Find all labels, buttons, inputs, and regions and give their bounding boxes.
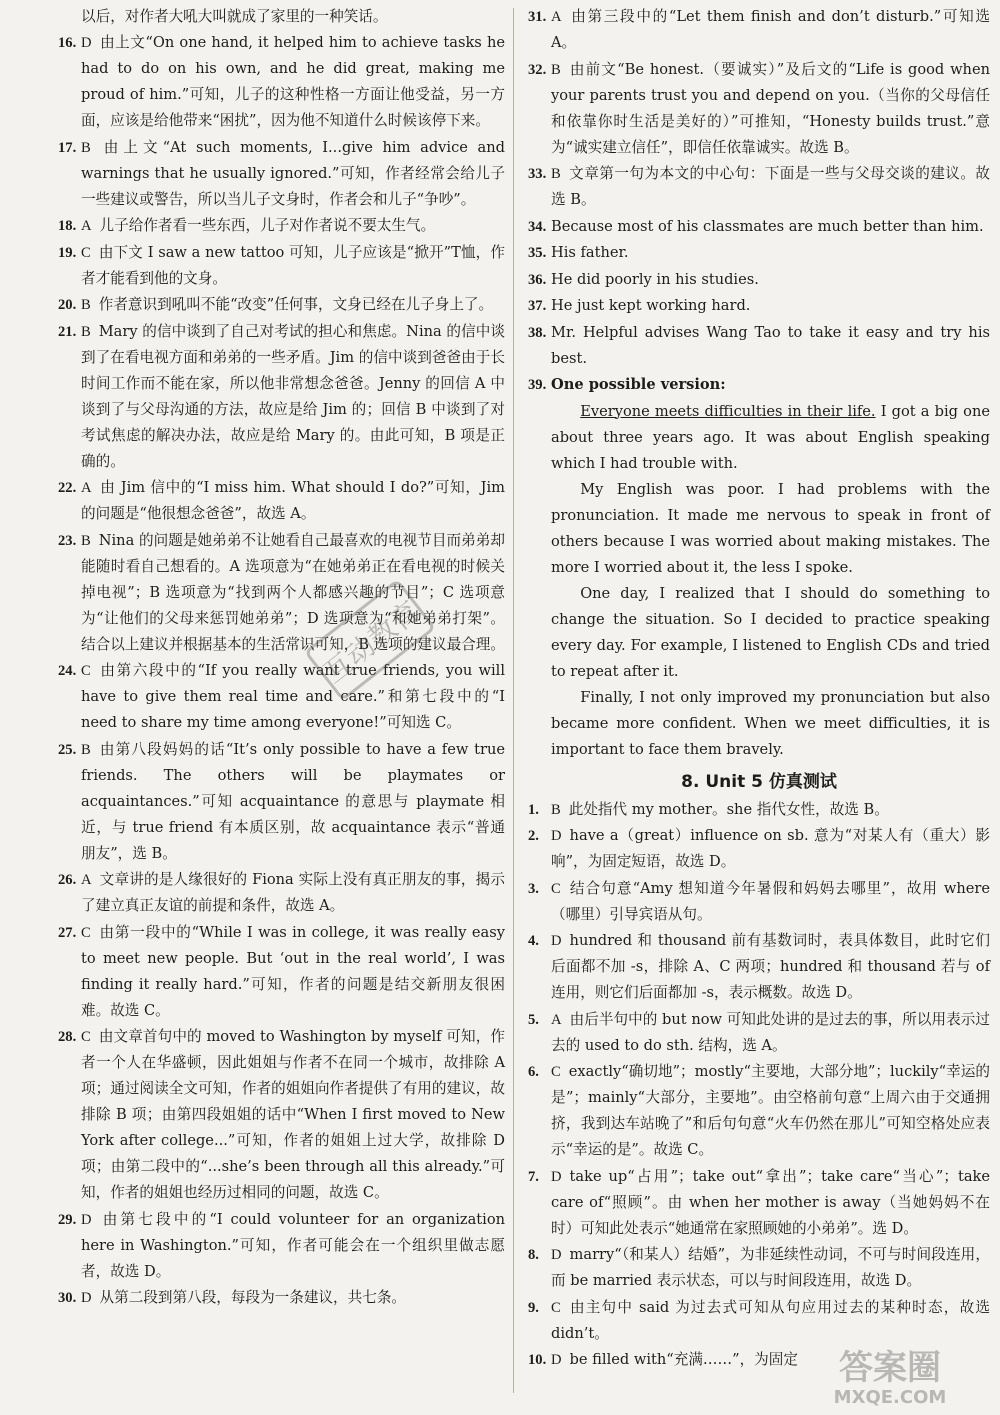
answer-item	[528, 1007, 990, 1059]
answer-item	[528, 928, 990, 1006]
item-number: 39.	[528, 377, 547, 393]
explanation-text: 由上文“On one hand, it helped him to achieve tasks he had to do on his own, and he did great, making me proud of him.”可知，儿子的这种性格一方面让他受益，另一方面，应该是给他带来“困扰”，因为他不知道什么时候该停下来。	[81, 34, 505, 129]
answer-item	[528, 320, 990, 372]
explanation-text: 由第七段中的“I could volunteer for an organization here in Washington.”可知，作者可能会在一个组织里做志愿者，故选 D。	[81, 1210, 505, 1280]
answer-item	[528, 1059, 990, 1163]
answer-item	[528, 1164, 990, 1242]
explanation-text: 由主句中 said 为过去式可知从句应用过去的某种时态，故选 didn’t。	[551, 1298, 990, 1342]
explanation-text: 结合句意“Amy 想知道今年暑假和妈妈去哪里”，故用 where（哪里）引导宾语从句。	[551, 879, 990, 923]
answer-option: C	[551, 1064, 561, 1080]
explanation-text: have a（great）influence on sb. 意为“对某人有（重大）影响”，为固定短语，故选 D。	[551, 827, 990, 870]
explanation-text: 儿子给作者看一些东西，儿子对作者说不要太生气。	[99, 217, 436, 234]
item-number: 7.	[528, 1168, 539, 1185]
answer-option: A	[81, 872, 92, 888]
explanation-text: 作者意识到吼叫不能“改变”任何事，文身已经在儿子身上了。	[98, 296, 494, 313]
item-number: 34.	[528, 218, 547, 235]
answer-item	[528, 823, 990, 875]
item-number: 10.	[528, 1352, 547, 1368]
answer-option: B	[81, 323, 91, 340]
answer-option: D	[551, 933, 562, 949]
item-number: 24.	[58, 663, 77, 679]
answer-item	[528, 240, 990, 266]
answer-option: C	[551, 1299, 561, 1316]
item-number: 16.	[58, 35, 77, 51]
item-number: 23.	[58, 532, 77, 549]
item-number: 22.	[58, 480, 77, 496]
answer-item	[528, 4, 990, 56]
item-number: 25.	[58, 741, 77, 758]
answer-option: A	[551, 9, 562, 25]
item-number: 38.	[528, 324, 547, 341]
explanation-text: hundred 和 thousand 前有基数词时，表具体数目，此时它们后面都不加 -s，排除 A、C 两项；hundred 和 thousand 若与 of 连用，则它们后面都加 -s，表示概数。故选 D。	[551, 932, 990, 1001]
item-number: 18.	[58, 218, 77, 234]
item-number: 2.	[528, 828, 539, 844]
answer-option: C	[81, 244, 91, 261]
explanation-text: 由 Jim 信中的“I miss him. What should I do?”可知，Jim 的问题是“他很想念爸爸”，故选 A。	[81, 479, 505, 522]
explanation-text: 由前文“Be honest.（要诚实）”及后文的“Life is good when your parents trust you and depend on you.（当你的父母信任和依靠你时生活是美好的）”可推知，“Honesty builds trust.”意为“诚实建立信任”，即信任依靠诚实。故选 B。	[551, 60, 990, 156]
section-title: 8. Unit 5 仿真测试	[681, 771, 837, 792]
essay-topic-sentence: Everyone meets difficulties in their life.	[580, 402, 876, 420]
explanation-text: He just kept working hard.	[551, 297, 751, 314]
answer-option: B	[81, 139, 91, 156]
item-number: 30.	[58, 1290, 77, 1306]
answer-item	[528, 1242, 990, 1294]
essay-heading: One possible version:	[551, 376, 726, 393]
answer-item	[58, 319, 505, 475]
answer-option: B	[81, 532, 91, 549]
explanation-text: Nina 的问题是她弟弟不让她看自己最喜欢的电视节目而弟弟却能随时看自己想看的。A 选项意为“在她弟弟正在看电视的时候关掉电视”；B 选项意为“找到两个人都感兴趣的节目”；C 选项意为“让他们的父母来惩罚她弟弟”；D 选项意为“和她弟弟打架”。结合以上建议并根据基本的生活常识可知，B 选项的建议最合理。	[81, 531, 505, 653]
answer-option: D	[551, 1247, 562, 1263]
explanation-text: Mr. Helpful advises Wang Tao to take it easy and try his best.	[551, 323, 990, 367]
answer-option: B	[551, 61, 561, 78]
explanation-text: 文章第一句为本文的中心句：下面是一些与父母交谈的建议。故选 B。	[551, 165, 990, 208]
essay-paragraph	[528, 399, 990, 477]
item-number: 36.	[528, 271, 547, 288]
answer-item	[58, 292, 505, 318]
item-number: 29.	[58, 1211, 77, 1228]
answer-option: A	[551, 1011, 562, 1028]
item-number: 21.	[58, 323, 77, 340]
answer-item	[528, 267, 990, 293]
essay-paragraph: My English was poor. I had problems with the pronunciation. It made me nervous to speak in front of others because I was worried about making mistakes. The more I worried about it, the less I spoke.	[551, 480, 990, 576]
essay-item	[528, 372, 990, 398]
answer-item	[528, 57, 990, 161]
explanation-text: 由第三段中的“Let them finish and don’t disturb.”可知选 A。	[551, 8, 990, 51]
answer-item	[58, 1285, 505, 1311]
answer-item	[58, 240, 505, 292]
answer-item	[58, 30, 505, 134]
publisher-stamp	[290, 560, 450, 720]
answer-item	[58, 135, 505, 213]
answer-item	[528, 293, 990, 319]
answer-item	[58, 1207, 505, 1285]
explanation-text: take up“占用”；take out“拿出”；take care“当心”；take care of“照顾”。由 when her mother is away（当她妈妈不在时）可知此处表示“她通常在家照顾她的小弟弟”。选 D。	[551, 1167, 990, 1237]
explanation-text: 由下文 I saw a new tattoo 可知，儿子应该是“掀开”T恤，作者才能看到他的文身。	[81, 243, 505, 287]
answer-option: D	[81, 35, 92, 51]
watermark-line2: MXQE.COM	[833, 1387, 947, 1408]
item-number: 26.	[58, 872, 77, 888]
answer-item	[528, 161, 990, 213]
right-column	[528, 4, 990, 1374]
site-watermark	[790, 1339, 990, 1409]
explanation-text: Mary 的信中谈到了自己对考试的担心和焦虑。Nina 的信中谈到了在看电视方面和弟弟的一些矛盾。Jim 的信中谈到爸爸由于长时间工作而不能在家，所以他非常想念爸爸。Jenny 的回信 A 中谈到了与父母沟通的方法，故应是给 Jim 的；回信 B 中谈到了对考试焦虑的解决办法，故应是给 Mary 的。由此可知，B 项是正确的。	[81, 322, 505, 470]
item-number: 9.	[528, 1299, 539, 1316]
item-number: 27.	[58, 924, 77, 941]
answer-option: B	[551, 801, 561, 818]
item-number: 4.	[528, 933, 539, 949]
item-number: 32.	[528, 61, 547, 78]
answer-option: D	[551, 828, 562, 844]
answer-item	[58, 213, 505, 239]
item-number: 6.	[528, 1064, 539, 1080]
item-number: 33.	[528, 166, 547, 182]
explanation-text: exactly“确切地”；mostly“主要地，大部分地”；luckily“幸运的是”；mainly“大部分，主要地”。由空格前句意“上周六由于交通拥挤，我到达车站晚了”和后句句意“火车仍然在那儿”可知空格处应表示“幸运的是”。故选 C。	[551, 1063, 990, 1158]
answer-item	[528, 876, 990, 928]
item-number: 8.	[528, 1247, 539, 1263]
answer-option: D	[81, 1290, 92, 1306]
explanation-text: marry“（和某人）结婚”，为非延续性动词，不可与时间段连用，而 be married 表示状态，可以与时间段连用，故选 D。	[551, 1246, 990, 1289]
answer-option: C	[81, 924, 91, 941]
essay-paragraph: One day, I realized that I should do something to change the situation. So I decided to practice speaking every day. For example, I listened to English CDs and tried to repeat after it.	[551, 584, 990, 680]
answer-option: D	[81, 1211, 92, 1228]
essay-paragraphs	[528, 477, 990, 763]
answer-option: D	[551, 1352, 562, 1368]
item-number: 5.	[528, 1011, 539, 1028]
answer-option: C	[81, 1029, 91, 1045]
explanation-text: be filled with“充满……”，为固定	[569, 1351, 798, 1368]
item-number: 31.	[528, 9, 547, 25]
answer-option: A	[81, 480, 92, 496]
item-number: 1.	[528, 801, 539, 818]
item-number: 3.	[528, 880, 539, 897]
watermark-line1: 答案圈	[839, 1348, 941, 1388]
explanation-text: His father.	[551, 244, 629, 261]
right-answer-list	[528, 4, 990, 213]
answer-item	[528, 797, 990, 823]
answer-item	[58, 737, 505, 867]
item-number: 35.	[528, 245, 547, 261]
explanation-text: Because most of his classmates are much better than him.	[551, 217, 984, 235]
answer-option: B	[81, 741, 91, 758]
explanation-text: 文章讲的是人缘很好的 Fiona 实际上没有真正朋友的事，揭示了建立真正友谊的前提和条件，故选 A。	[81, 871, 505, 914]
short-answer-list	[528, 214, 990, 372]
explanation-text: 此处指代 my mother。she 指代女性，故选 B。	[568, 800, 889, 818]
item-number: 19.	[58, 244, 77, 261]
explanation-text: 从第二段到第八段，每段为一条建议，共七条。	[99, 1289, 407, 1306]
section-answer-list	[528, 797, 990, 1374]
stamp-text: 互动教育	[317, 594, 426, 690]
explanation-text: 由第六段中的“If you really want true friends, you will have to give them real time and care.”和第七段中的“I need to share my time among everyone!”可知选 C。	[81, 662, 505, 731]
answer-option: C	[551, 880, 561, 897]
item-number: 20.	[58, 297, 77, 313]
essay-first-rest: I got a big one about three years ago. It was about English speaking which I had trouble with.	[551, 402, 990, 472]
explanation-text: He did poorly in his studies.	[551, 270, 759, 288]
answer-option: B	[551, 166, 561, 182]
left-intro-text: 以后，对作者大吼大叫就成了家里的一种笑话。	[81, 8, 388, 25]
explanation-text: 由文章首句中的 moved to Washington by myself 可知，作者一个人在华盛顿，因此姐姐与作者不在同一个城市，故排除 A 项；通过阅读全文可知，作者的姐姐向作者提供了有用的建议，故排除 B 项；由第四段姐姐的话中“When I first moved to New York after college...”可知，作者的姐姐上过大学，故排除 D 项；由第二段中的“...she’s been through all this already.”可知，作者的姐姐也经历过相同的问题，故选 C。	[81, 1028, 505, 1201]
item-number: 37.	[528, 298, 547, 314]
answer-item	[528, 214, 990, 240]
answer-item	[58, 1024, 505, 1206]
essay-paragraph: Finally, I not only improved my pronunciation but also became more confident. When we meet difficulties, it is important to face them bravely.	[551, 688, 990, 758]
item-number: 17.	[58, 139, 77, 156]
answer-item	[58, 867, 505, 919]
answer-item	[58, 920, 505, 1024]
answer-option: D	[551, 1168, 562, 1185]
answer-option: B	[81, 297, 91, 313]
explanation-text: 由第八段妈妈的话“It’s only possible to have a few true friends. The others will be playmates or acquaintances.”可知 acquaintance 的意思与 playmate 相近，与 true friend 有本质区别，故 acquaintance 表示“普通朋友”，选 B。	[81, 740, 505, 862]
explanation-text: 由第一段中的“While I was in college, it was really easy to meet new people. But ‘out in the real world’, I was finding it really hard.”可知，作者的问题是结交新朋友很困难。故选 C。	[81, 923, 505, 1019]
answer-option: A	[81, 218, 92, 234]
answer-item	[58, 475, 505, 527]
explanation-text: 由上文“At such moments, I...give him advice and warnings that he usually ignored.”可知，作者经常会给儿子一些建议或警告，所以当儿子文身时，作者会和儿子“争吵”。	[81, 138, 505, 208]
explanation-text: 由后半句中的 but now 可知此处讲的是过去的事，所以用表示过去的 used to do sth. 结构，选 A。	[551, 1010, 990, 1054]
column-divider	[513, 8, 514, 1393]
answer-option: C	[81, 663, 91, 679]
item-number: 28.	[58, 1029, 77, 1045]
